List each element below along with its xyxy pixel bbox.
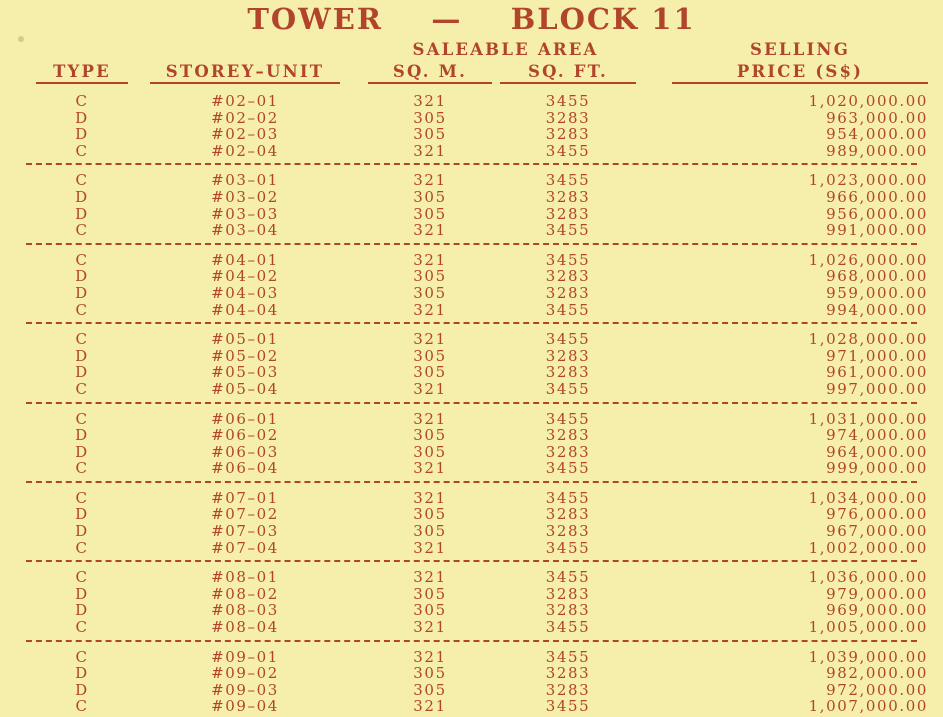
cell-sq-m: 321 <box>413 647 447 666</box>
cell-sq-m: 321 <box>413 568 447 587</box>
cell-sq-ft: 3455 <box>545 250 591 269</box>
table-row <box>0 284 943 301</box>
cell-price: 989,000.00 <box>826 141 928 160</box>
cell-storey-unit: #08–01 <box>211 568 279 587</box>
floor-group <box>0 568 943 637</box>
header-storey-unit: STOREY–UNIT <box>150 62 340 84</box>
group-divider <box>26 243 917 245</box>
cell-storey-unit: #09–04 <box>211 697 279 716</box>
cell-type: C <box>75 250 89 269</box>
cell-price: 968,000.00 <box>826 267 928 286</box>
cell-price: 956,000.00 <box>826 204 928 223</box>
cell-type: D <box>75 267 89 286</box>
cell-price: 994,000.00 <box>826 300 928 319</box>
cell-sq-m: 305 <box>413 442 447 461</box>
cell-storey-unit: #02–04 <box>211 141 279 160</box>
cell-storey-unit: #09–02 <box>211 664 279 683</box>
table-row <box>0 664 943 681</box>
table-row <box>0 426 943 443</box>
cell-sq-m: 305 <box>413 426 447 445</box>
cell-price: 1,020,000.00 <box>808 92 928 110</box>
cell-type: D <box>75 442 89 461</box>
cell-sq-m: 305 <box>413 363 447 382</box>
cell-sq-ft: 3455 <box>545 300 591 319</box>
cell-price: 963,000.00 <box>826 108 928 127</box>
table-row <box>0 347 943 364</box>
cell-type: D <box>75 346 89 365</box>
cell-storey-unit: #03–04 <box>211 221 279 240</box>
cell-sq-m: 321 <box>413 92 447 110</box>
cell-type: D <box>75 664 89 683</box>
header-sq-m: SQ. M. <box>368 62 492 84</box>
cell-storey-unit: #06–01 <box>211 409 279 428</box>
cell-type: D <box>75 505 89 524</box>
cell-type: C <box>75 379 89 398</box>
cell-sq-ft: 3455 <box>545 488 591 507</box>
header-sq-ft: SQ. FT. <box>500 62 636 84</box>
cell-storey-unit: #07–02 <box>211 505 279 524</box>
cell-price: 974,000.00 <box>826 426 928 445</box>
cell-price: 982,000.00 <box>826 664 928 683</box>
cell-sq-ft: 3283 <box>545 283 591 302</box>
cell-price: 1,036,000.00 <box>808 568 928 587</box>
table-row <box>0 697 943 714</box>
table-row <box>0 410 943 427</box>
cell-type: C <box>75 647 89 666</box>
cell-price: 971,000.00 <box>826 346 928 365</box>
table-row <box>0 505 943 522</box>
cell-storey-unit: #09–03 <box>211 680 279 699</box>
cell-type: C <box>75 221 89 240</box>
table-row <box>0 171 943 188</box>
cell-type: C <box>75 330 89 349</box>
cell-type: C <box>75 171 89 190</box>
table-row <box>0 522 943 539</box>
cell-sq-m: 321 <box>413 171 447 190</box>
cell-sq-ft: 3283 <box>545 426 591 445</box>
group-divider <box>26 481 917 483</box>
table-row <box>0 301 943 318</box>
cell-sq-m: 321 <box>413 250 447 269</box>
group-divider <box>26 560 917 562</box>
floor-group <box>0 648 943 714</box>
cell-price: 999,000.00 <box>826 459 928 478</box>
cell-type: D <box>75 125 89 144</box>
cell-type: D <box>75 522 89 541</box>
floor-group <box>0 489 943 555</box>
cell-sq-ft: 3283 <box>545 346 591 365</box>
cell-sq-ft: 3283 <box>545 187 591 206</box>
table-row <box>0 585 943 602</box>
cell-storey-unit: #05–01 <box>211 330 279 349</box>
cell-price: 964,000.00 <box>826 442 928 461</box>
cell-storey-unit: #08–03 <box>211 601 279 620</box>
cell-sq-m: 305 <box>413 346 447 365</box>
cell-price: 1,026,000.00 <box>808 250 928 269</box>
cell-sq-ft: 3283 <box>545 108 591 127</box>
cell-type: C <box>75 300 89 319</box>
cell-type: C <box>75 538 89 557</box>
cell-sq-ft: 3283 <box>545 601 591 620</box>
table-row <box>0 443 943 460</box>
cell-type: D <box>75 187 89 206</box>
cell-price: 1,034,000.00 <box>808 488 928 507</box>
cell-storey-unit: #08–02 <box>211 584 279 603</box>
table-row <box>0 601 943 618</box>
cell-price: 1,028,000.00 <box>808 330 928 349</box>
cell-storey-unit: #05–02 <box>211 346 279 365</box>
table-row <box>0 251 943 268</box>
cell-sq-m: 305 <box>413 522 447 541</box>
cell-type: D <box>75 108 89 127</box>
cell-type: D <box>75 584 89 603</box>
cell-sq-m: 321 <box>413 141 447 160</box>
cell-sq-m: 305 <box>413 664 447 683</box>
cell-storey-unit: #06–04 <box>211 459 279 478</box>
cell-sq-m: 321 <box>413 618 447 637</box>
cell-storey-unit: #03–02 <box>211 187 279 206</box>
cell-type: C <box>75 141 89 160</box>
cell-type: D <box>75 204 89 223</box>
cell-storey-unit: #09–01 <box>211 647 279 666</box>
cell-sq-ft: 3455 <box>545 141 591 160</box>
table-row <box>0 188 943 205</box>
cell-sq-ft: 3455 <box>545 647 591 666</box>
cell-sq-m: 305 <box>413 204 447 223</box>
cell-price: 991,000.00 <box>826 221 928 240</box>
page-title: TOWER — BLOCK 11 <box>247 2 696 36</box>
cell-sq-m: 321 <box>413 409 447 428</box>
cell-type: D <box>75 601 89 620</box>
cell-sq-m: 305 <box>413 108 447 127</box>
table-row <box>0 92 943 109</box>
cell-price: 966,000.00 <box>826 187 928 206</box>
cell-price: 967,000.00 <box>826 522 928 541</box>
cell-sq-ft: 3283 <box>545 522 591 541</box>
price-table-body <box>0 92 943 714</box>
cell-sq-m: 321 <box>413 300 447 319</box>
cell-storey-unit: #02–01 <box>211 92 279 110</box>
cell-storey-unit: #07–01 <box>211 488 279 507</box>
cell-sq-ft: 3283 <box>545 125 591 144</box>
cell-sq-m: 321 <box>413 538 447 557</box>
cell-type: D <box>75 680 89 699</box>
cell-price: 1,023,000.00 <box>808 171 928 190</box>
cell-type: C <box>75 568 89 587</box>
cell-storey-unit: #06–02 <box>211 426 279 445</box>
cell-sq-m: 305 <box>413 125 447 144</box>
table-row <box>0 267 943 284</box>
cell-storey-unit: #08–04 <box>211 618 279 637</box>
cell-type: C <box>75 488 89 507</box>
header-saleable-area: SALEABLE AREA <box>412 40 599 59</box>
table-row <box>0 681 943 698</box>
cell-sq-m: 305 <box>413 680 447 699</box>
cell-sq-m: 321 <box>413 488 447 507</box>
table-row <box>0 618 943 635</box>
cell-sq-m: 305 <box>413 601 447 620</box>
table-row <box>0 380 943 397</box>
cell-price: 997,000.00 <box>826 379 928 398</box>
floor-group <box>0 92 943 158</box>
cell-price: 1,005,000.00 <box>808 618 928 637</box>
cell-type: D <box>75 363 89 382</box>
cell-sq-ft: 3283 <box>545 680 591 699</box>
cell-price: 1,039,000.00 <box>808 647 928 666</box>
cell-sq-ft: 3455 <box>545 409 591 428</box>
cell-sq-m: 321 <box>413 379 447 398</box>
cell-sq-ft: 3283 <box>545 664 591 683</box>
cell-storey-unit: #02–03 <box>211 125 279 144</box>
table-row <box>0 648 943 665</box>
cell-sq-ft: 3283 <box>545 363 591 382</box>
cell-sq-ft: 3455 <box>545 171 591 190</box>
cell-sq-ft: 3455 <box>545 697 591 716</box>
cell-storey-unit: #04–01 <box>211 250 279 269</box>
cell-sq-ft: 3283 <box>545 442 591 461</box>
cell-storey-unit: #04–04 <box>211 300 279 319</box>
cell-price: 972,000.00 <box>826 680 928 699</box>
cell-storey-unit: #04–02 <box>211 267 279 286</box>
cell-type: C <box>75 697 89 716</box>
cell-price: 976,000.00 <box>826 505 928 524</box>
floor-group <box>0 330 943 396</box>
cell-sq-m: 305 <box>413 267 447 286</box>
cell-type: C <box>75 92 89 110</box>
cell-type: C <box>75 618 89 637</box>
cell-price: 961,000.00 <box>826 363 928 382</box>
cell-price: 959,000.00 <box>826 283 928 302</box>
cell-price: 1,002,000.00 <box>808 538 928 557</box>
cell-sq-m: 321 <box>413 459 447 478</box>
cell-sq-ft: 3455 <box>545 221 591 240</box>
group-divider <box>26 163 917 165</box>
cell-storey-unit: #03–01 <box>211 171 279 190</box>
table-row <box>0 459 943 476</box>
floor-group <box>0 171 943 240</box>
table-row <box>0 221 943 238</box>
cell-type: C <box>75 459 89 478</box>
cell-price: 979,000.00 <box>826 584 928 603</box>
cell-storey-unit: #03–03 <box>211 204 279 223</box>
cell-storey-unit: #07–04 <box>211 538 279 557</box>
cell-storey-unit: #06–03 <box>211 442 279 461</box>
cell-price: 954,000.00 <box>826 125 928 144</box>
header-price: PRICE (S$) <box>672 62 928 84</box>
table-row <box>0 489 943 506</box>
table-row <box>0 539 943 556</box>
cell-sq-ft: 3455 <box>545 568 591 587</box>
table-row <box>0 109 943 126</box>
cell-type: D <box>75 426 89 445</box>
cell-sq-ft: 3283 <box>545 505 591 524</box>
cell-type: D <box>75 283 89 302</box>
cell-sq-m: 305 <box>413 584 447 603</box>
group-divider <box>26 402 917 404</box>
cell-sq-ft: 3455 <box>545 538 591 557</box>
cell-sq-m: 321 <box>413 330 447 349</box>
cell-storey-unit: #05–04 <box>211 379 279 398</box>
cell-storey-unit: #05–03 <box>211 363 279 382</box>
header-type: TYPE <box>36 62 128 84</box>
cell-price: 969,000.00 <box>826 601 928 620</box>
cell-sq-m: 305 <box>413 283 447 302</box>
cell-storey-unit: #02–02 <box>211 108 279 127</box>
cell-sq-ft: 3455 <box>545 459 591 478</box>
table-row <box>0 330 943 347</box>
cell-sq-ft: 3283 <box>545 204 591 223</box>
table-header <box>0 36 943 88</box>
cell-sq-ft: 3283 <box>545 584 591 603</box>
cell-sq-m: 321 <box>413 697 447 716</box>
cell-type: C <box>75 409 89 428</box>
group-divider <box>26 640 917 642</box>
cell-storey-unit: #07–03 <box>211 522 279 541</box>
cell-sq-m: 305 <box>413 505 447 524</box>
table-row <box>0 205 943 222</box>
floor-group <box>0 251 943 317</box>
cell-sq-ft: 3455 <box>545 92 591 110</box>
cell-storey-unit: #04–03 <box>211 283 279 302</box>
cell-sq-ft: 3455 <box>545 330 591 349</box>
cell-sq-m: 305 <box>413 187 447 206</box>
floor-group <box>0 410 943 476</box>
header-selling: SELLING <box>750 40 850 59</box>
cell-sq-ft: 3283 <box>545 267 591 286</box>
table-row <box>0 142 943 159</box>
group-divider <box>26 322 917 324</box>
cell-sq-ft: 3455 <box>545 379 591 398</box>
table-row <box>0 125 943 142</box>
cell-sq-m: 321 <box>413 221 447 240</box>
table-row <box>0 363 943 380</box>
cell-price: 1,031,000.00 <box>808 409 928 428</box>
table-row <box>0 568 943 585</box>
cell-sq-ft: 3455 <box>545 618 591 637</box>
cell-price: 1,007,000.00 <box>808 697 928 716</box>
